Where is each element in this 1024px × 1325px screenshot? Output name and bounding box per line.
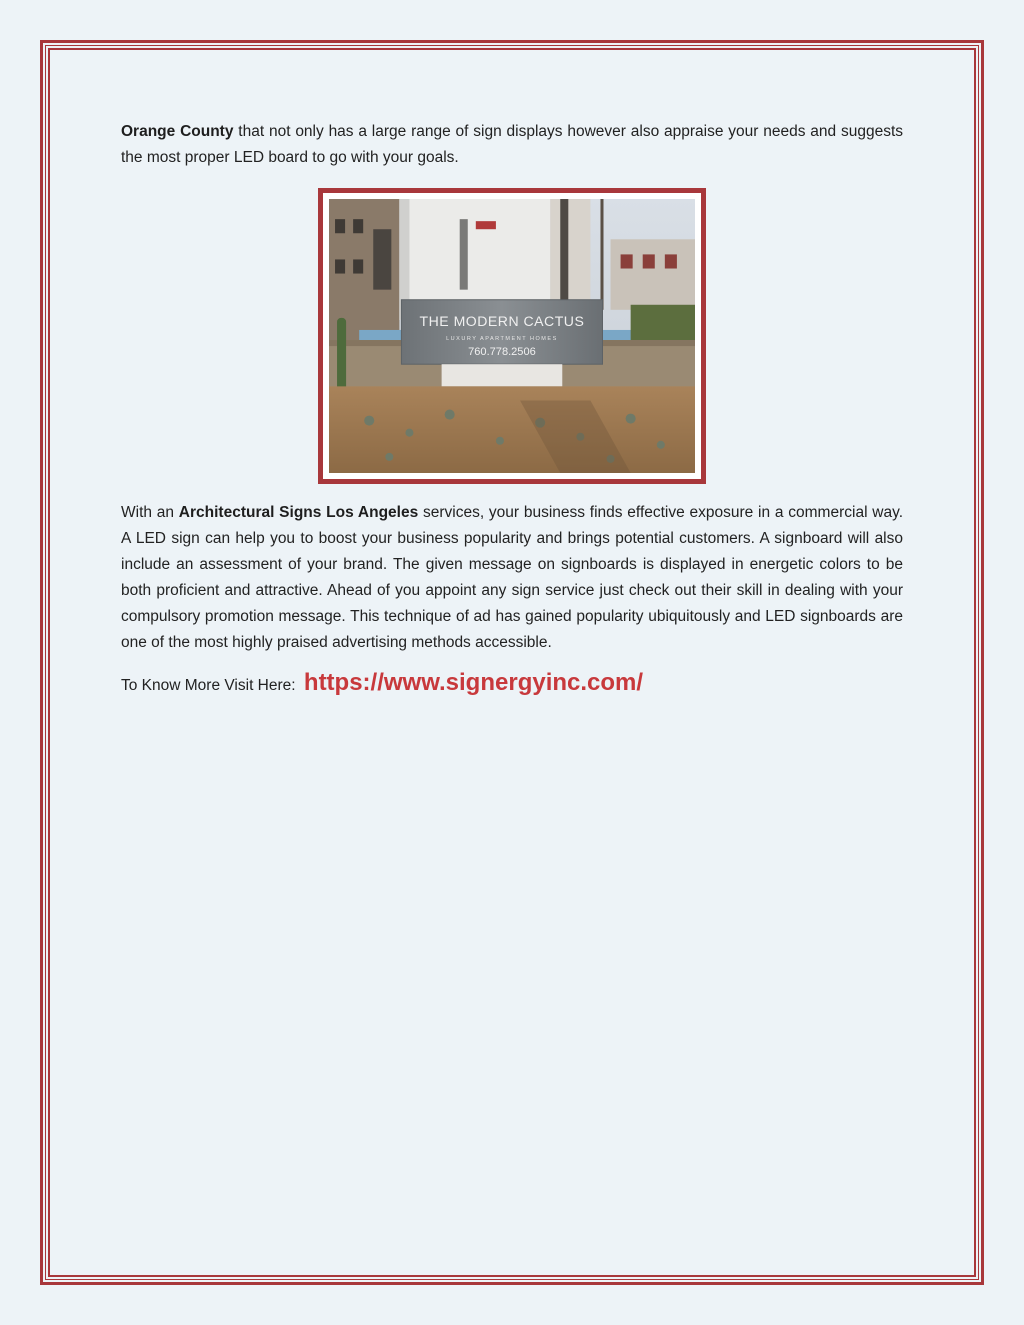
visit-line: [121, 670, 903, 699]
sign-subtitle-text: LUXURY APARTMENT HOMES: [446, 336, 558, 343]
paragraph-body-intro: With an: [121, 504, 179, 521]
paragraph-body: [121, 500, 903, 656]
sign-photo: [329, 199, 695, 473]
sign-phone-text: 760.778.2506: [468, 346, 536, 359]
sign-photo-frame: [318, 188, 706, 484]
sign-title-text: THE MODERN CACTUS: [419, 312, 585, 329]
document-body: [121, 119, 903, 699]
paragraph-intro-text: that not only has a large range of sign displays however also appraise your needs and suggests the most proper LED board to go with your goals.: [121, 123, 904, 166]
architectural-signs-keyword: Architectural Signs Los Angeles: [178, 504, 419, 521]
visit-label: To Know More Visit Here:: [121, 677, 296, 694]
website-link[interactable]: https://www.signergyinc.com/: [303, 669, 644, 696]
paragraph-body-text: services, your business finds effective exposure in a commercial way. A LED sign can help you to boost your business popularity and brings potential customers. A signboard will also include an assessment of your brand. The given message on signboards is displayed in energetic colors to be both proficient and attractive. Ahead of you appoint any sign service just check out their skill in dealing with your compulsory promotion message. This technique of ad has gained popularity ubiquitously and LED signboards are one of the most highly praised advertising methods accessible.: [121, 504, 904, 651]
paragraph-intro: [121, 119, 903, 171]
orange-county-keyword: Orange County: [121, 123, 234, 140]
